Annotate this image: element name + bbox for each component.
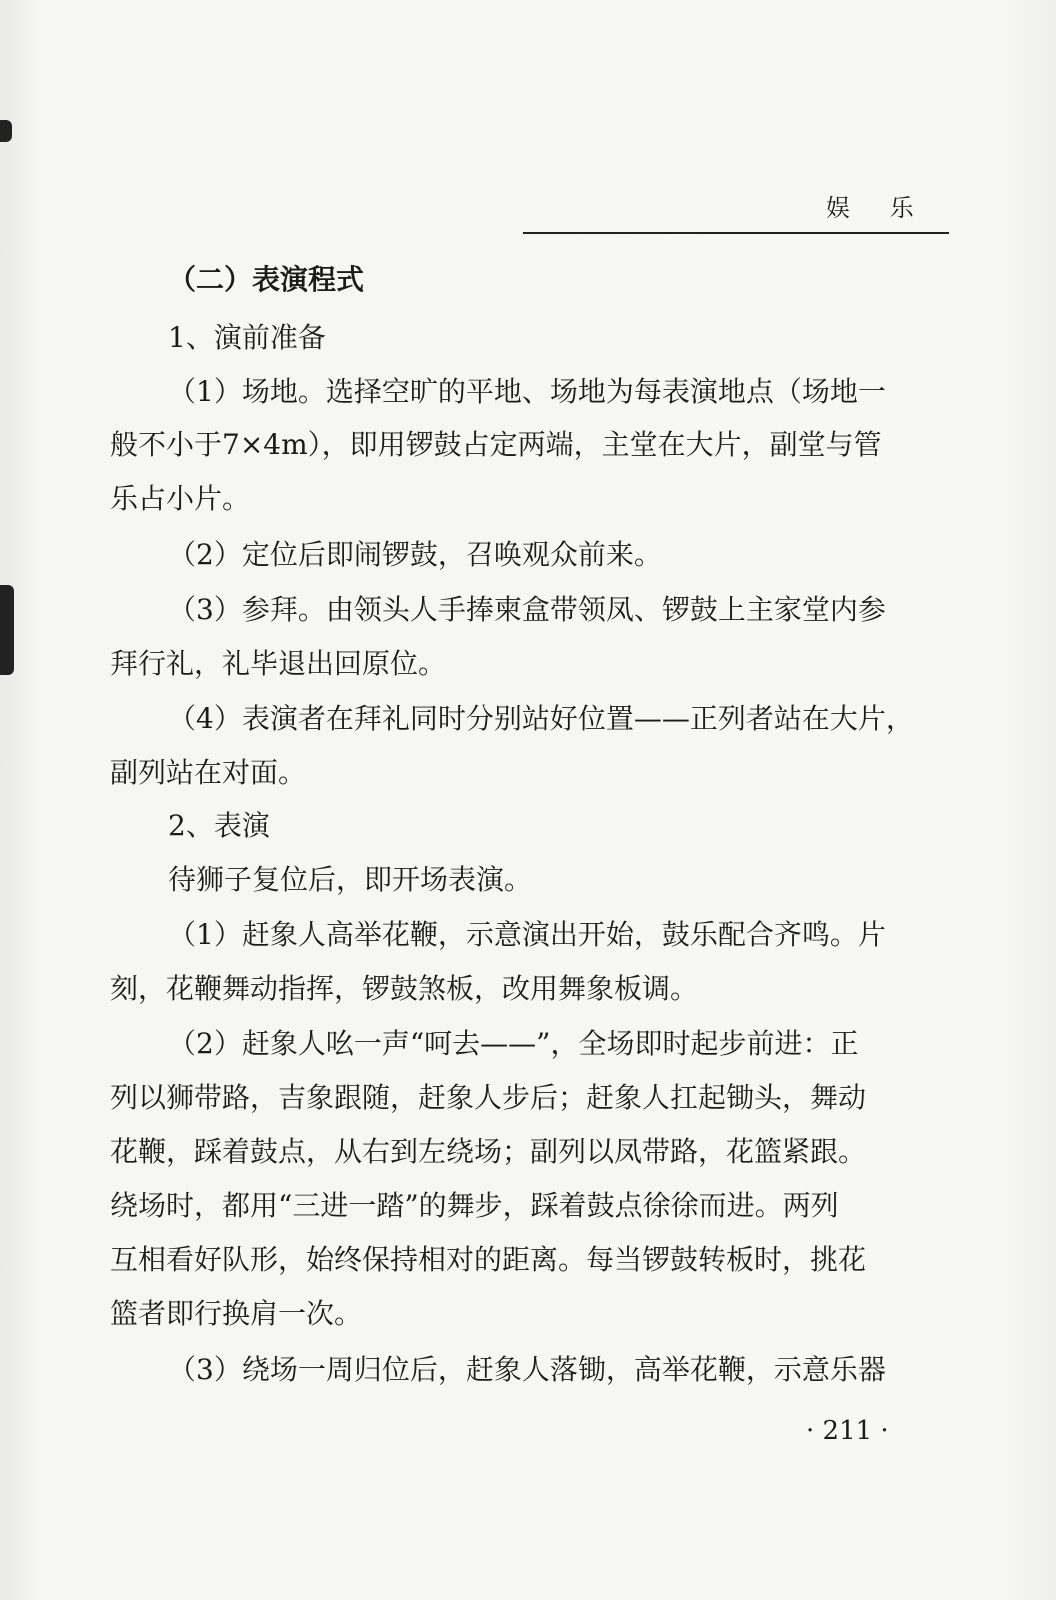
subheading: 2、表演 <box>168 809 270 842</box>
header-rule <box>523 232 949 234</box>
text-line: （2）赶象人吆一声“呵去——”，全场即时起步前进：正 <box>168 1027 859 1060</box>
scan-edge-mark <box>0 585 14 675</box>
running-head: 娱 乐 <box>826 194 930 222</box>
text-line: 互相看好队形，始终保持相对的距离。每当锣鼓转板时，挑花 <box>110 1243 867 1276</box>
text-line: （4）表演者在拜礼同时分别站好位置——正列者站在大片， <box>168 702 914 735</box>
text-line: 副列站在对面。 <box>110 756 307 789</box>
subheading: 1、演前准备 <box>168 321 326 354</box>
text-line: 篮者即行换肩一次。 <box>110 1297 363 1330</box>
text-line: （1）场地。选择空旷的平地、场地为每表演地点（场地一 <box>168 375 886 408</box>
scan-edge-mark <box>0 120 12 142</box>
text-line: 乐占小片。 <box>110 482 251 515</box>
text-line: 列以狮带路，吉象跟随，赶象人步后；赶象人扛起锄头，舞动 <box>110 1081 867 1114</box>
text-line: （3）绕场一周归位后，赶象人落锄，高举花鞭，示意乐器 <box>168 1353 886 1386</box>
section-title: （二）表演程式 <box>168 263 365 296</box>
text-line: 待狮子复位后，即开场表演。 <box>168 863 533 896</box>
text-line: （1）赶象人高举花鞭，示意演出开始，鼓乐配合齐鸣。片 <box>168 918 886 951</box>
text-line: 绕场时，都用“三进一踏”的舞步，踩着鼓点徐徐而进。两列 <box>110 1189 839 1222</box>
text-line: 般不小于7×4m），即用锣鼓占定两端，主堂在大片，副堂与管 <box>110 428 882 461</box>
text-line: 花鞭，踩着鼓点，从右到左绕场；副列以凤带路，花篮紧跟。 <box>110 1135 867 1168</box>
text-line: （3）参拜。由领头人手捧柬盒带领凤、锣鼓上主家堂内参 <box>168 593 886 626</box>
text-line: （2）定位后即闹锣鼓，召唤观众前来。 <box>168 538 662 571</box>
text-line: 刻，花鞭舞动指挥，锣鼓煞板，改用舞象板调。 <box>110 972 699 1005</box>
text-line: 拜行礼，礼毕退出回原位。 <box>110 647 447 680</box>
page-number: · 211 · <box>806 1416 889 1446</box>
